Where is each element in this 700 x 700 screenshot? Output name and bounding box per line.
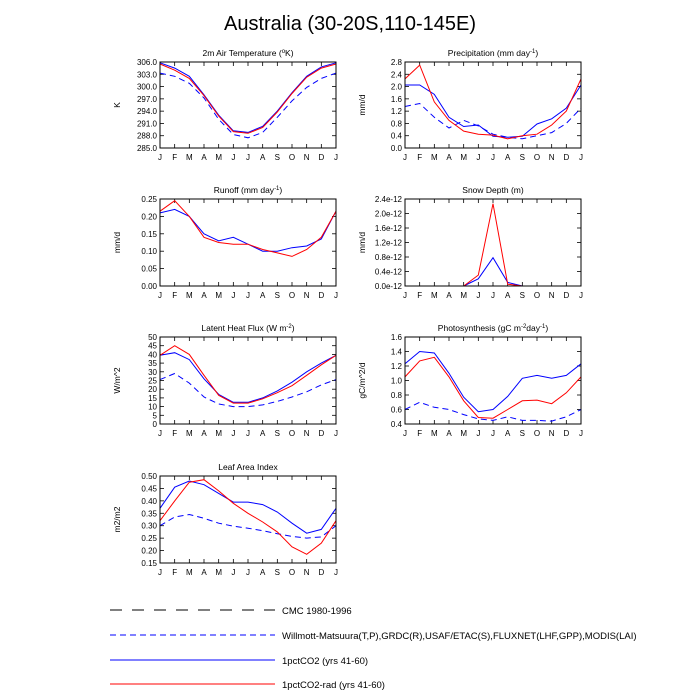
x-tick-label: A	[446, 429, 452, 438]
y-axis-label: m2/m2	[112, 506, 122, 533]
series-line	[405, 352, 581, 412]
series-line	[160, 481, 336, 533]
x-tick-label: N	[548, 291, 555, 300]
chart-panel-6	[357, 323, 583, 438]
legend-label: 1pctCO2 (yrs 41-60)	[282, 656, 369, 667]
y-tick-label: 0.8	[390, 391, 402, 400]
x-tick-label: M	[185, 153, 193, 162]
y-tick-label: 2.8	[390, 58, 402, 67]
x-tick-label: A	[201, 568, 207, 577]
y-tick-label: 15	[148, 393, 157, 403]
y-tick-label: 1.2	[390, 107, 402, 117]
chart-title: Runoff (mm day$^{-1}$)	[213, 185, 283, 195]
x-tick-label: J	[246, 568, 250, 577]
y-tick-label: 297.0	[136, 94, 157, 104]
x-tick-label: N	[548, 429, 555, 438]
series-line	[160, 353, 336, 403]
x-tick-label: D	[318, 291, 325, 300]
chart-panel-1	[112, 48, 338, 162]
x-tick-label: A	[446, 291, 452, 300]
y-tick-label: 0.4	[390, 131, 402, 141]
x-tick-label: N	[303, 153, 310, 162]
x-tick-label: O	[533, 429, 541, 438]
y-tick-label: 25	[148, 376, 157, 386]
x-tick-label: F	[172, 568, 178, 577]
x-tick-label: N	[303, 568, 310, 577]
x-tick-label: D	[318, 568, 325, 577]
legend-label: CMC 1980-1996	[282, 606, 352, 617]
y-tick-label: 40	[148, 350, 157, 360]
series-line	[160, 346, 336, 403]
x-tick-label: J	[579, 291, 583, 300]
y-tick-label: 303.0	[136, 70, 157, 80]
x-tick-label: S	[519, 429, 526, 438]
y-tick-label: 0.0e-12	[374, 282, 402, 291]
x-tick-label: J	[158, 429, 162, 438]
y-tick-label: 1.6e-12	[374, 224, 402, 233]
series-line	[464, 258, 523, 286]
y-tick-label: 0.40	[141, 496, 157, 506]
y-tick-label: 0.20	[141, 212, 157, 222]
y-axis-label: mm/d	[357, 94, 367, 116]
x-tick-label: F	[172, 429, 178, 438]
chart-title: Snow Depth (m)	[462, 185, 524, 195]
x-tick-label: F	[172, 291, 178, 300]
x-tick-label: J	[231, 568, 236, 577]
x-tick-label: O	[533, 291, 541, 300]
legend-label: 1pctCO2-rad (yrs 41-60)	[282, 680, 385, 691]
x-tick-label: M	[185, 568, 193, 577]
x-tick-label: A	[504, 153, 511, 162]
y-tick-label: 0.30	[141, 521, 157, 531]
x-tick-label: M	[215, 291, 223, 300]
series-line	[405, 65, 581, 139]
series-line	[405, 85, 581, 137]
x-tick-label: F	[417, 429, 423, 438]
x-tick-label: M	[215, 568, 223, 577]
chart-panel-3	[112, 185, 338, 300]
y-tick-label: 0.45	[141, 484, 157, 494]
chart-panel-2	[357, 48, 583, 162]
x-tick-label: O	[288, 568, 296, 577]
series-line	[160, 73, 336, 138]
y-tick-label: 0.25	[141, 534, 157, 544]
y-tick-label: 1.2e-12	[374, 238, 402, 248]
chart-panels	[112, 48, 583, 577]
x-tick-label: J	[476, 291, 481, 300]
y-tick-label: 0.05	[141, 264, 157, 274]
y-tick-label: 10	[148, 402, 157, 412]
series-line	[464, 204, 523, 286]
plot-frame	[160, 199, 336, 286]
x-tick-label: D	[318, 429, 325, 438]
x-tick-label: M	[215, 429, 223, 438]
chart-legend	[110, 606, 637, 691]
y-tick-label: 2.0	[390, 82, 402, 92]
chart-panel-7	[112, 462, 338, 577]
x-tick-label: J	[246, 291, 250, 300]
y-tick-label: 0.15	[141, 229, 157, 239]
x-tick-label: J	[491, 153, 495, 162]
y-tick-label: 294.0	[136, 107, 157, 117]
y-tick-label: 0	[152, 420, 157, 429]
x-tick-label: J	[334, 291, 338, 300]
y-tick-label: 300.0	[136, 82, 157, 92]
y-tick-label: 2.0e-12	[374, 209, 402, 219]
y-tick-label: 45	[148, 341, 157, 351]
y-tick-label: 2.4	[390, 70, 402, 80]
x-tick-label: A	[259, 568, 266, 577]
x-tick-label: J	[158, 568, 162, 577]
y-tick-label: 0.10	[141, 247, 157, 257]
x-tick-label: J	[158, 291, 162, 300]
x-tick-label: A	[446, 153, 452, 162]
y-tick-label: 0.25	[141, 195, 157, 204]
y-tick-label: 50	[148, 333, 157, 342]
x-tick-label: M	[215, 153, 223, 162]
x-tick-label: M	[430, 429, 438, 438]
x-tick-label: J	[579, 153, 583, 162]
y-axis-label: mm/d	[357, 231, 367, 254]
x-tick-label: M	[430, 291, 438, 300]
x-tick-label: O	[533, 153, 541, 162]
x-tick-label: S	[274, 429, 281, 438]
x-tick-label: A	[259, 429, 266, 438]
x-tick-label: O	[288, 291, 296, 300]
x-tick-label: J	[231, 291, 236, 300]
x-tick-label: F	[417, 153, 423, 162]
x-tick-label: D	[563, 429, 570, 438]
x-tick-label: J	[158, 153, 162, 162]
x-tick-label: M	[185, 291, 193, 300]
x-tick-label: A	[201, 291, 207, 300]
y-tick-label: 285.0	[136, 144, 157, 153]
x-tick-label: J	[579, 429, 583, 438]
y-tick-label: 1.6	[390, 94, 402, 104]
chart-title: Leaf Area Index	[218, 462, 278, 472]
y-tick-label: 306.0	[136, 58, 157, 67]
series-line	[160, 201, 336, 257]
x-tick-label: J	[231, 153, 236, 162]
y-tick-label: 291.0	[136, 119, 157, 129]
x-tick-label: N	[303, 291, 310, 300]
chart-title: Photosynthesis (gC $m^{-2}day^{-1}$)	[437, 323, 549, 333]
y-tick-label: 2.4e-12	[374, 195, 402, 204]
y-tick-label: 5	[152, 411, 157, 421]
y-tick-label: 288.0	[136, 131, 157, 141]
x-tick-label: J	[246, 153, 250, 162]
y-tick-label: 35	[148, 359, 157, 369]
x-tick-label: N	[303, 429, 310, 438]
y-tick-label: 20	[148, 385, 157, 395]
series-line	[160, 209, 336, 251]
x-tick-label: J	[334, 153, 338, 162]
series-line	[160, 480, 336, 555]
x-tick-label: M	[460, 153, 468, 162]
plot-frame	[160, 476, 336, 563]
x-tick-label: S	[274, 568, 281, 577]
y-tick-label: 0.20	[141, 546, 157, 556]
y-tick-label: 0.35	[141, 509, 157, 519]
x-tick-label: A	[259, 153, 266, 162]
y-tick-label: 0.0	[390, 144, 402, 153]
chart-title: Precipitation (mm day$^{-1}$)	[447, 48, 539, 58]
y-axis-label: mm/d	[112, 231, 122, 254]
x-tick-label: M	[460, 429, 468, 438]
y-tick-label: 0.4e-12	[374, 267, 402, 277]
figure-title: Australia (30-20S,110-145E)	[224, 13, 476, 35]
y-tick-label: 0.6	[390, 405, 402, 415]
x-tick-label: A	[201, 429, 207, 438]
chart-panel-4	[357, 185, 583, 300]
x-tick-label: A	[201, 153, 207, 162]
x-tick-label: F	[417, 291, 423, 300]
x-tick-label: J	[334, 429, 338, 438]
x-tick-label: M	[430, 153, 438, 162]
x-tick-label: J	[491, 429, 495, 438]
y-tick-label: 0.8	[390, 119, 402, 129]
x-tick-label: M	[185, 429, 193, 438]
x-tick-label: J	[403, 291, 407, 300]
x-tick-label: A	[504, 291, 511, 300]
chart-panel-5	[112, 323, 338, 438]
y-tick-label: 0.4	[390, 420, 402, 429]
y-axis-label: K	[112, 102, 122, 108]
x-tick-label: S	[519, 153, 526, 162]
x-tick-label: N	[548, 153, 555, 162]
y-tick-label: 1.2	[390, 362, 402, 371]
chart-title: 2m Air Temperature ($^o$K)	[202, 48, 294, 58]
x-tick-label: J	[246, 429, 250, 438]
x-tick-label: O	[288, 429, 296, 438]
x-tick-label: J	[403, 153, 407, 162]
x-tick-label: J	[334, 568, 338, 577]
x-tick-label: D	[563, 291, 570, 300]
y-tick-label: 1.6	[390, 333, 402, 342]
y-tick-label: 1.4	[390, 347, 402, 357]
x-tick-label: J	[491, 291, 495, 300]
x-tick-label: S	[274, 153, 281, 162]
y-axis-label: gC/m^2/d	[357, 362, 367, 399]
legend-label: Willmott-Matsuura(T,P),GRDC(R),USAF/ETAC(S),FLUXNET(LHF,GPP),MODIS(LAI)	[282, 631, 637, 642]
plot-frame	[405, 199, 581, 286]
y-tick-label: 0.50	[141, 472, 157, 481]
plot-frame	[160, 337, 336, 424]
x-tick-label: D	[563, 153, 570, 162]
series-line	[160, 374, 336, 407]
x-tick-label: F	[172, 153, 178, 162]
x-tick-label: O	[288, 153, 296, 162]
y-tick-label: 0.00	[141, 282, 157, 291]
x-tick-label: M	[460, 291, 468, 300]
y-axis-label: W/m^2	[112, 367, 122, 394]
x-tick-label: A	[504, 429, 511, 438]
series-line	[405, 104, 581, 139]
y-tick-label: 30	[148, 367, 157, 377]
x-tick-label: J	[231, 429, 236, 438]
series-line	[160, 63, 336, 133]
y-tick-label: 0.8e-12	[374, 253, 402, 262]
x-tick-label: J	[403, 429, 407, 438]
series-line	[160, 515, 336, 539]
x-tick-label: S	[274, 291, 281, 300]
x-tick-label: J	[476, 429, 481, 438]
y-tick-label: 1.0	[390, 376, 402, 386]
x-tick-label: J	[476, 153, 481, 162]
x-tick-label: A	[259, 291, 266, 300]
plot-frame	[405, 337, 581, 424]
y-tick-label: 0.15	[141, 559, 157, 568]
x-tick-label: D	[318, 153, 325, 162]
x-tick-label: S	[519, 291, 526, 300]
chart-title: Latent Heat Flux (W $m^{-2}$)	[201, 323, 295, 333]
